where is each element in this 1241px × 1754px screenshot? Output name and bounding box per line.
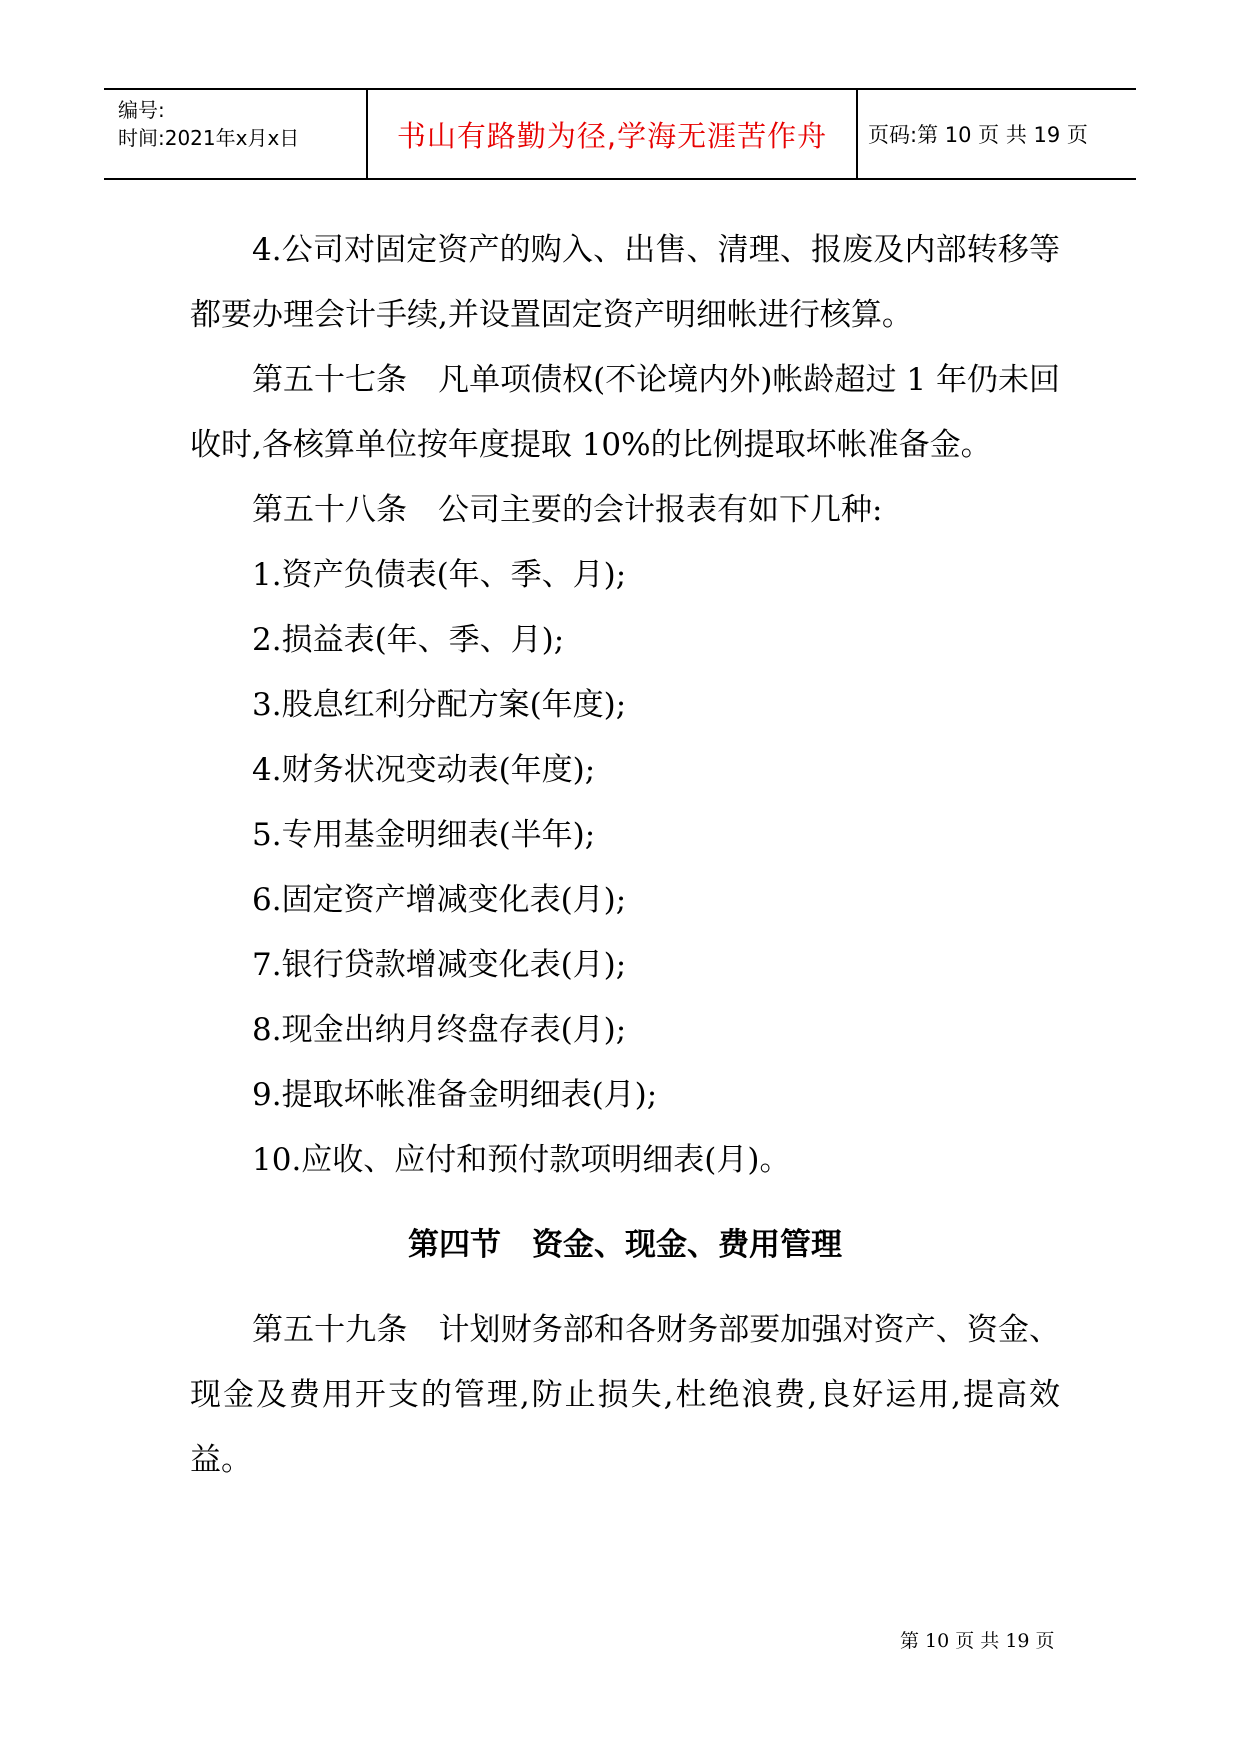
list-item: 7.银行贷款增减变化表(月); <box>252 947 627 983</box>
paragraph: 第五十九条 计划财务部和各财务部要加强对资产、资金、现金及费用开支的管理,防止损失,杜绝浪费,良好运用,提高效益。 <box>190 1312 1060 1478</box>
header-motto: 书山有路勤为径,学海无涯苦作舟 <box>396 118 828 153</box>
page-header <box>104 88 1136 180</box>
header-page-number: 页码:第 10 页 共 19 页 <box>868 123 1088 147</box>
list-item: 2.损益表(年、季、月); <box>252 622 565 658</box>
header-meta <box>118 90 366 178</box>
list-item: 4.财务状况变动表(年度); <box>252 752 596 788</box>
list-item: 5.专用基金明细表(半年); <box>252 817 596 853</box>
paragraph: 第五十八条 公司主要的会计报表有如下几种: <box>252 492 883 528</box>
page-footer: 第 10 页 共 19 页 <box>900 1630 1055 1652</box>
list-item: 10.应收、应付和预付款项明细表(月)。 <box>252 1142 791 1178</box>
list-item: 1.资产负债表(年、季、月); <box>252 557 627 593</box>
section-heading: 第四节 资金、现金、费用管理 <box>408 1227 842 1263</box>
list-item: 9.提取坏帐准备金明细表(月); <box>252 1077 658 1113</box>
paragraph: 第五十七条 凡单项债权(不论境内外)帐龄超过 1 年仍未回收时,各核算单位按年度提取 10%的比例提取坏帐准备金。 <box>190 362 1060 463</box>
list-item: 3.股息红利分配方案(年度); <box>252 687 627 723</box>
paragraph: 4.公司对固定资产的购入、出售、清理、报废及内部转移等都要办理会计手续,并设置固定资产明细帐进行核算。 <box>190 232 1060 333</box>
document-number-label: 编号: <box>118 98 165 122</box>
document-body <box>190 218 1060 1493</box>
document-time-label: 时间:2021年x月x日 <box>118 126 300 150</box>
list-item: 8.现金出纳月终盘存表(月); <box>252 1012 627 1048</box>
list-item: 6.固定资产增减变化表(月); <box>252 882 627 918</box>
